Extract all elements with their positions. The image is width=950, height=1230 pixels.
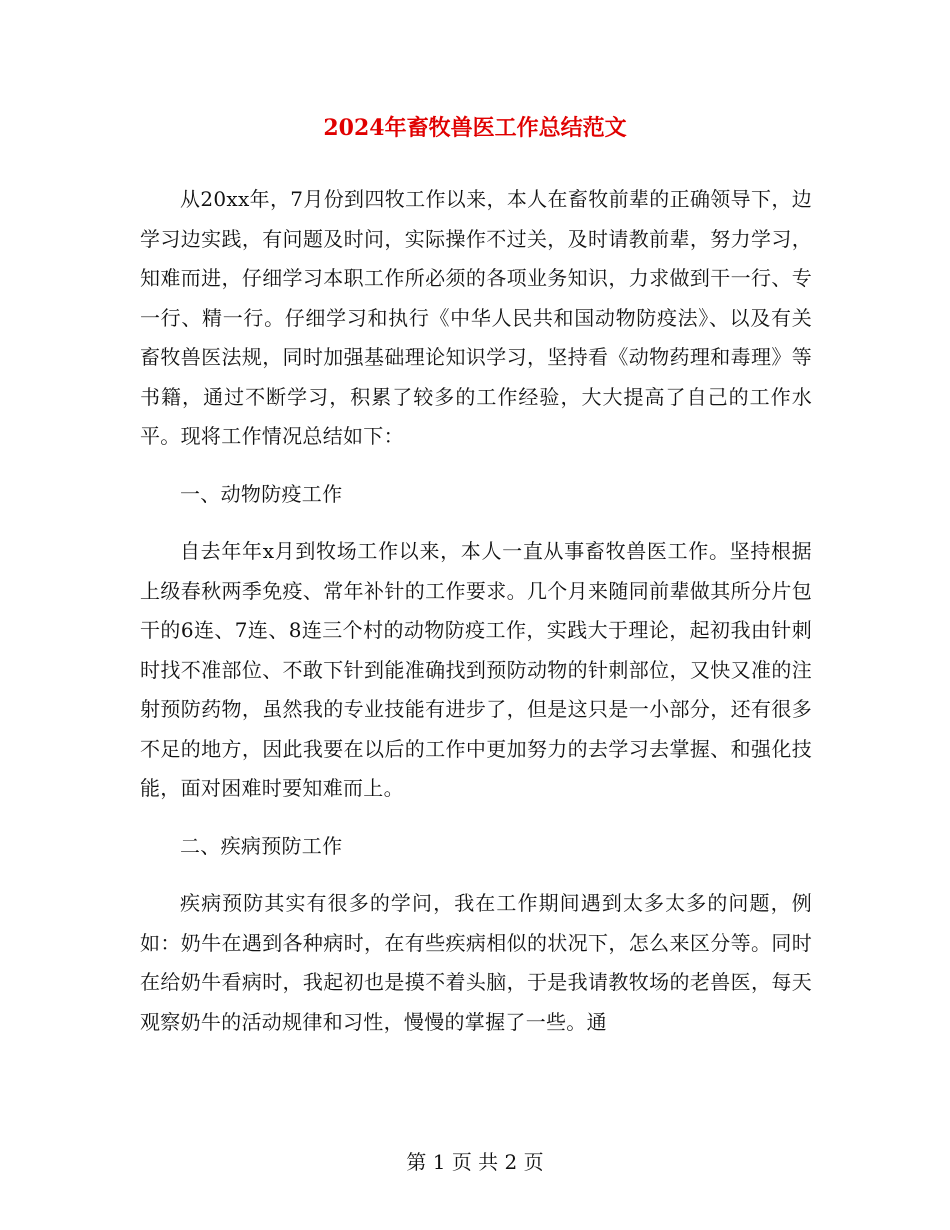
section-heading-disease-prevention: 二、疾病预防工作 bbox=[180, 833, 343, 858]
paragraph-disease-prevention: 疾病预防其实有很多的学问，我在工作期间遇到太多太多的问题，例如：奶牛在遇到各种病时，在有些疾病相似的状况下，怎么来区分等。同时在给奶牛看病时，我起初也是摸不着头脑，于是我请教牧场的老兽医，每天观察奶牛的活动规律和习性，慢慢的掌握了一些。通 bbox=[140, 891, 812, 1034]
document-title: 2024年畜牧兽医工作总结范文 bbox=[323, 115, 627, 141]
paragraph-epidemic-prevention: 自去年年x月到牧场工作以来，本人一直从事畜牧兽医工作。坚持根据上级春秋两季免疫、常年补针的工作要求。几个月来随同前辈做其所分片包干的6连、7连、8连三个村的动物防疫工作，实践大于理论，起初我由针刺时找不准部位、不敢下针到能准确找到预防动物的针刺部位，又快又准的注射预防药物，虽然我的专业技能有进步了，但是这只是一小部分，还有很多不足的地方，因此我要在以后的工作中更加努力的去学习去掌握、和强化技能，面对困难时要知难而上。 bbox=[140, 539, 812, 800]
page-number-label: 第 1 页 共 2 页 bbox=[406, 1150, 544, 1174]
paragraph-intro: 从20xx年，7月份到四牧工作以来，本人在畜牧前辈的正确领导下，边学习边实践，有问题及时问，实际操作不过关，及时请教前辈，努力学习，知难而进，仔细学习本职工作所必须的各项业务知识，力求做到干一行、专一行、精一行。仔细学习和执行《中华人民共和国动物防疫法》、以及有关畜牧兽医法规，同时加强基础理论知识学习，坚持看《动物药理和毒理》等书籍，通过不断学习，积累了较多的工作经验，大大提高了自己的工作水平。现将工作情况总结如下： bbox=[140, 187, 812, 448]
page-footer bbox=[0, 1147, 950, 1177]
document-body bbox=[140, 180, 812, 1042]
section-heading-epidemic-prevention: 一、动物防疫工作 bbox=[180, 481, 343, 506]
